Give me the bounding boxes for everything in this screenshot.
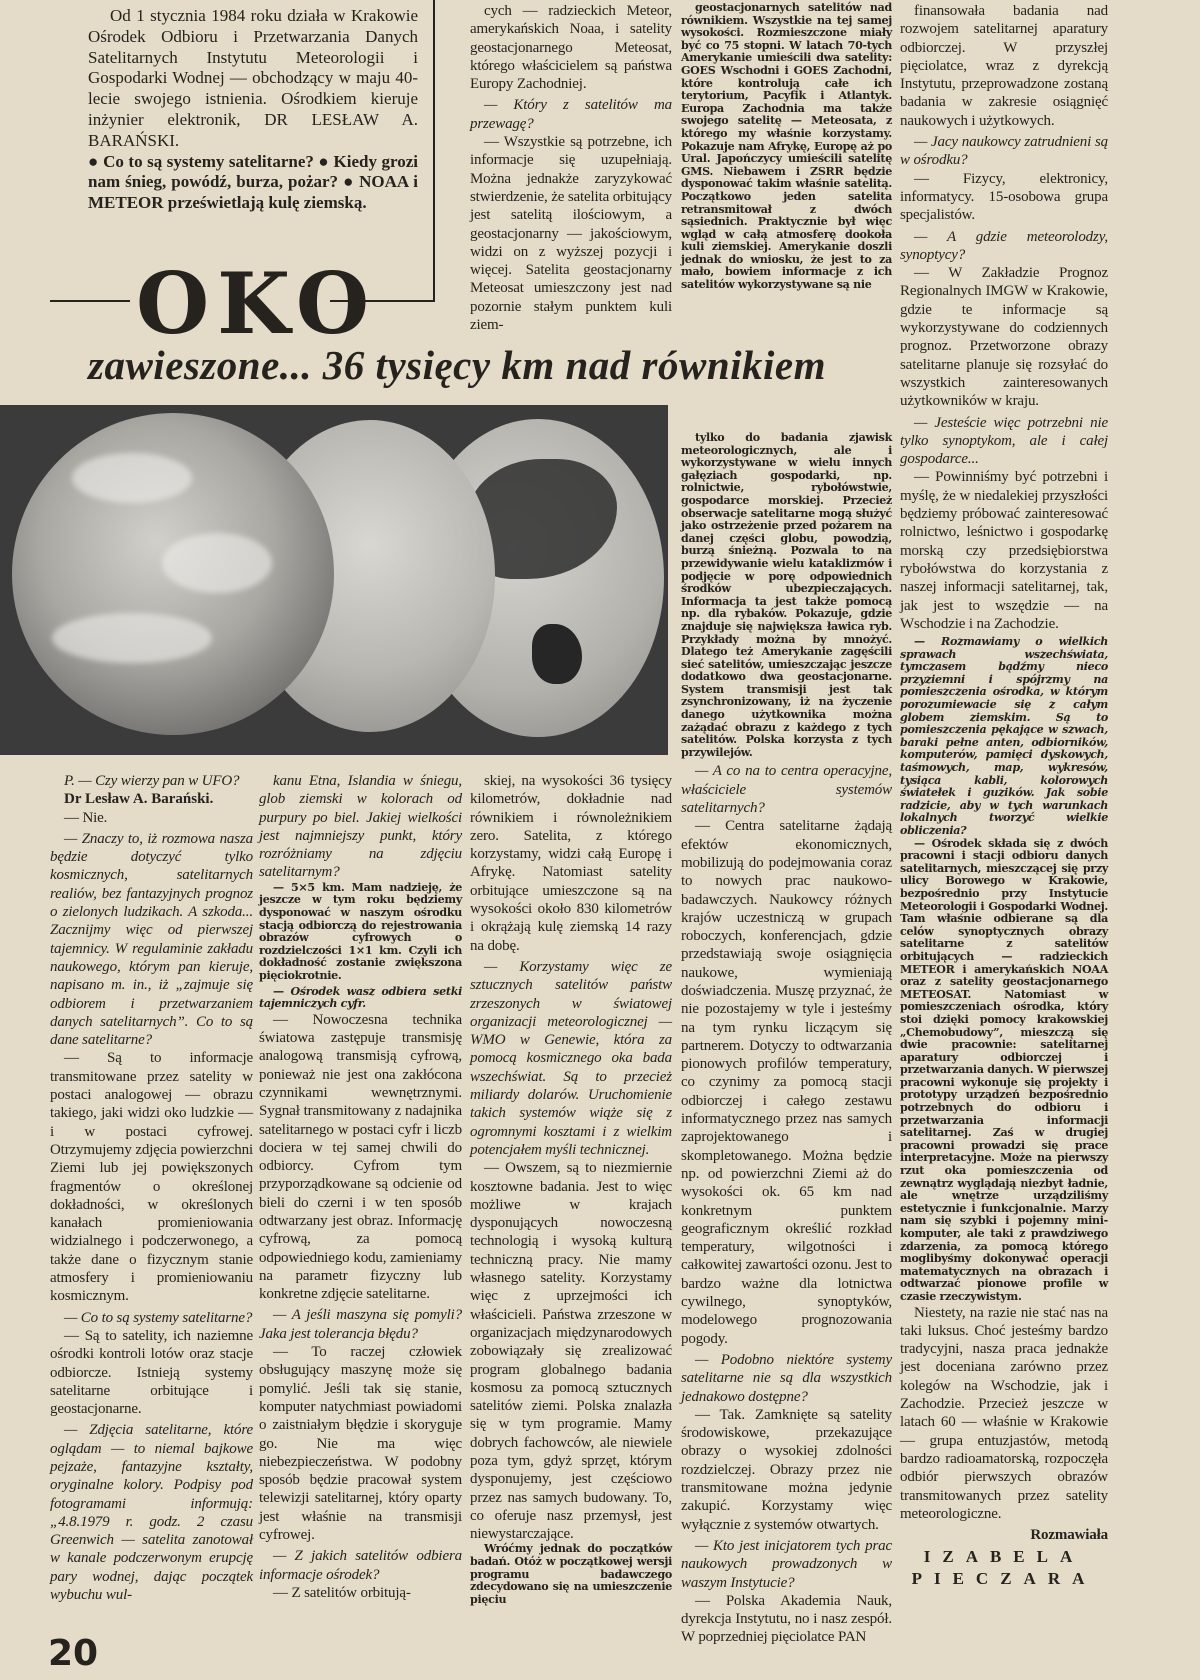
bullet-icon: ● bbox=[343, 172, 360, 192]
headline-subtitle: zawieszone... 36 tysięcy km nad równikiem bbox=[88, 342, 826, 388]
interview-question: — Z jakich satelitów odbiera informacje ośrodek? bbox=[259, 1548, 462, 1583]
paragraph: cych — radzieckich Meteor, amerykańskich Noaa, i satelity geostacjonarnego Meteosat, którego właścicielem są państwa Europy Zachodniej. bbox=[470, 3, 672, 93]
interview-question: — Znaczy to, iż rozmowa nasza będzie dotyczyć tylko kosmicznych, satelitarnych realiów, bez fantazyjnych prognoz o zielonych ludzikach. A szkoda... Zacznijmy więc od pierwszej tajemnicy. W regulaminie zakładu naukowego, którym pan kieruje, napisano m. in., iż „zajmuje się odbiorem i przetwarzaniem danych satelitarnych”. Co to są dane satelitarne? bbox=[50, 830, 253, 1049]
paragraph: — To raczej człowiek obsługujący maszynę może się pomylić. Jeśli tak się stanie, komputer natychmiast powiadomi o zaistniałym błędzie i skoryguje go. Nie ma więc niebezpieczeństwa. W podobny sposób będzie pracował system telewizji satelitarnej, który oparty jest właśnie na transmisji cyfrowej. bbox=[259, 1344, 462, 1544]
byline-author: IZABELA PIECZARA bbox=[911, 1547, 1097, 1589]
paragraph: geostacjonarnych satelitów nad równikiem. Wszystkie na tej samej wysokości. Rozmieszczone miały być co 75 stopni. W latach 70-tych Amerykanie umieścili dwa satelity: GOES Wschodni i GOES Zachodni, które kontrolują całe ich terytorium, Pacyfik i Atlantyk. Europa Zachodnia ma także swojego satelitę — Meteosata, z którego my właśnie korzystamy. Pokazuje nam Afrykę, Europę aż po Ural. Japończycy umieścili satelitę GMS. Niebawem i ZSRR będzie dysponować takim właśnie satelitą. Początkowo jeden satelita retransmitował z dwóch sąsiednich. Praktycznie był więc wgląd w całą atmosferę dookoła kuli ziemskiej. Amerykanie doszli jednak do wniosku, że jest to za mało, bowiem informacje z ich satelitów wykorzystywane są nie bbox=[681, 1, 892, 292]
paragraph: — Centra satelitarne żądają efektów ekonomicznych, mobilizują do podejmowania coraz to nowych prac naukowo-badawczych. Naukowcy różnych krajów uczestniczą w grupach roboczych, konferencjach, gdzie przedstawiają swoje osiągnięcia naukowe, wymieniają doświadczenia. Muszę przyznać, że nie pozostajemy w tyle i jesteśmy na tym rynku liczącym się partnerem. Dotyczy to odtwarzania pionowych profilów temperatury, co czynimy za pomocą stacji odbiorczej i całego zestawu informatycznego przez nas samych zaprojektowanego i skompletowanego. Można będzie np. od powierzchni Ziemi aż do wysokości ok. 65 km nad konkretnym punktem geograficznym określić rozkład temperatury, wilgotności i całkowitej zawartości ozonu. Jest to bardzo ważne dla lotnictwa cywilnego, synoptyków, modelowego prognozowania pogody. bbox=[681, 818, 892, 1347]
column-5 bbox=[900, 2, 1108, 1590]
bullet-1: Co to są systemy satelitarne? bbox=[103, 151, 314, 171]
paragraph: — Nie. bbox=[64, 809, 108, 826]
interview-question: — Który z satelitów ma przewagę? bbox=[470, 97, 672, 132]
paragraph: finansowała badania nad rozwojem satelitarnej aparatury odbiorczej. W przyszłej pięciolatce, wraz z dyrekcją Instytutu, przeprowadzone zostaną badania w zakresie osiągnięć naukowych i użytkowych. bbox=[900, 3, 1108, 129]
paragraph: — Wszystkie są potrzebne, ich informacje się uzupełniają. Można jednakże zaryzykować stwierdzenie, że satelita orbitujący jest satelitą ilościowym, a geostacjonarny — jakościowym, widzi on z wyższej pozycji i więcej. Satelita geostacjonarny Meteosat umieszczony jest nad pozornie stałym punktem kuli ziem- bbox=[470, 134, 673, 334]
paragraph: — Powinniśmy być potrzebni i myślę, że w niedalekiej przyszłości będziemy próbować zainteresować rolnictwo, leśnictwo i gospodarkę morską czy przedsiębiorstwa rybołówstwa do korzystania z naszej informacji satelitarnej, tak, jak jest to wszędzie — na Wschodzie i na Zachodzie. bbox=[900, 469, 1108, 632]
paragraph: skiej, na wysokości 36 tysięcy kilometrów, dokładnie nad równikiem i równoleżnikiem zero. Satelita, z którego korzystamy, widzi całą Europę i Afrykę. Natomiast satelity orbitujące umieszczone są na wysokości około 830 kilometrów i okrążają kulę ziemską 14 razy na dobę. bbox=[470, 773, 672, 954]
column-4-bottom bbox=[681, 432, 892, 1647]
paragraph: — Są to satelity, ich naziemne ośrodki kontroli lotów oraz stacje odbiorcze. Istnieją systemy satelitarne orbitujące i geostacjonarne. bbox=[50, 1327, 253, 1418]
paragraph: tylko do badania zjawisk meteorologicznych, ale i wykorzystywane w wielu innych gałęziach gospodarki, np. rolnictwie, rybołówstwie, gospodarce morskiej. Przecież obserwacje satelitarne mogą służyć jako ostrzeżenie przed pożarem na danej części globu, powodzią, burzą śnieżną. Pozwala to na przewidywanie wielu kataklizmów i podjęcie w porę odpowiednich środków ubezpieczających. Informacja ta jest także pomocą np. dla rybaków. Pokazuje, gdzie znajduje się największa ławica ryb. Przykłady można by mnożyć. Dlatego też Amerykanie zagęścili sieć satelitów, umieszczając jeszcze dodatkowo dwa geostacjonarne. System transmisji jest tak zsynchronizowany, iż na życzenie danego użytkownika można zażądać obrazu z każdego z tych satelitów. Polska korzysta z tych przywilejów. bbox=[681, 431, 892, 759]
lead-text: Od 1 stycznia 1984 roku działa w Krakowie Ośrodek Odbioru i Przetwarzania Danych Satelitarnych Instytutu Meteorologii i Gospodarki Wodnej — obchodzący w maju 40-lecie swojego istnienia. Ośrodkiem kieruje inżynier elektronik, DR LESŁAW A. BARAŃSKI. bbox=[88, 6, 418, 150]
interview-question: — Jesteście więc potrzebni nie tylko synoptykom, ale i całej gospodarce... bbox=[900, 414, 1108, 468]
lead-bullets bbox=[88, 152, 418, 214]
bullet-2: Kiedy grozi nam śnieg, powódź, burza, pożar? bbox=[88, 151, 418, 192]
paragraph: — Z satelitów orbitują- bbox=[273, 1584, 411, 1601]
column-4-top bbox=[681, 2, 892, 292]
column-3-bottom bbox=[470, 772, 672, 1606]
bullet-icon: ● bbox=[318, 151, 334, 171]
paragraph: — Owszem, są to niezmiernie kosztowne badania. Jest to więc możliwe w krajach dysponujących nowoczesną technologią i wysoką kulturą techniczną pracy. Nie mamy własnego satelity. Korzystamy więc z uprzejmości ich właścicieli. Państwa zrzeszone w organizacjach międzynarodowych zobowiązały się zrealizować program globalnego badania kosmosu za pomocą sztucznych satelitów ziemi. Polska znalazła się w tym programie. Mamy dobrych fachowców, ale niewiele poza tym, gdyż sprzęt, którym dysponujemy, jest częściowo przez nas samych budowany. To, co oferuje nasz przemysł, jest niewystarczające. bbox=[470, 1160, 672, 1543]
interview-question: kanu Etna, Islandia w śniegu, glob ziemski w kolorach od purpury po biel. Jakiej wielkości jest najmniejszy punkt, który rozróżniamy na zdjęciu satelitarnym? bbox=[259, 773, 462, 881]
headline-left-rule bbox=[50, 300, 130, 302]
globe-image-1 bbox=[12, 413, 334, 735]
interview-question: — Ośrodek wasz odbiera setki tajemniczych cyfr. bbox=[259, 984, 462, 1011]
paragraph: — Fizycy, elektronicy, informatycy. 15-osobowa grupa specjalistów. bbox=[900, 170, 1108, 224]
article-lead bbox=[88, 6, 418, 214]
interview-question: — Co to są systemy satelitarne? bbox=[64, 1309, 253, 1326]
interview-question: — Zdjęcia satelitarne, które oglądam — to niemal bajkowe pejzaże, fantazyjne kształty, oryginalne kolory. Podpisy pod fotogramami informują: „4.8.1979 r. godz. 2 czasu Greenwich — satelita zanotował w kanale podczerwonym erupcję pary wodnej, dając początek wybuchu wul- bbox=[50, 1422, 253, 1604]
paragraph: — 5×5 km. Mam nadzieję, że jeszcze w tym roku będziemy dysponować w naszym ośrodku stacją odbiorczą do rejestrowania obrazów cyfrowych o rozdzielczości 1×1 km. Czyli ich dokładność zostanie zwiększona pięciokrotnie. bbox=[259, 880, 462, 982]
page-number: 20 bbox=[48, 1633, 99, 1674]
interview-question: — A co na to centra operacyjne, właściciele systemów satelitarnych? bbox=[681, 763, 892, 817]
intro-box-right-border bbox=[433, 0, 435, 302]
paragraph: Dr Lesław A. Barański. bbox=[64, 791, 214, 808]
byline-label: Rozmawiała bbox=[1030, 1527, 1108, 1544]
bullet-3: NOAA i METEOR prześwietlają kulę ziemską. bbox=[88, 172, 419, 213]
column-1 bbox=[50, 772, 253, 1604]
interview-question: P. — Czy wierzy pan w UFO? bbox=[64, 773, 240, 789]
paragraph: — Nowoczesna technika światowa zastępuje transmisję analogową transmisją cyfrową, ponieważ nie jest ona zakłócona czynnikami wewnętrznymi. Sygnał transmitowany z nadajnika satelitarnego w postaci cyfr i liczb dociera w tej samej chwili do odbiorcy. Cyfrom tym przyporządkowane są odcienie od bieli do czerni i w ten sposób odtwarzany jest obraz. Informację cyfrową, za pomocą odpowiedniego kodu, zamieniamy na parametr fizyczny lub konkretne zdjęcie satelitarne. bbox=[259, 1011, 462, 1303]
interview-question: — Kto jest inicjatorem tych prac naukowych prowadzonych w waszym Instytucie? bbox=[681, 1537, 892, 1591]
column-2 bbox=[259, 772, 462, 1602]
paragraph: — Tak. Zamknięte są satelity środowiskowe, przekazujące obrazy o wysokiej zdolności rozdzielczej. Obrazy przez nie transmitowane można jedynie zakupić. Korzystamy więc wyłącznie z systemów otwartych. bbox=[681, 1406, 892, 1533]
interview-question: — Jacy naukowcy zatrudnieni są w ośrodku? bbox=[900, 134, 1108, 169]
bullet-icon: ● bbox=[88, 151, 104, 171]
paragraph: — Polska Akademia Nauk, dyrekcja Instytutu, no i nasz zespół. W poprzedniej pięciolatce PAN bbox=[681, 1592, 892, 1646]
paragraph: Wróćmy jednak do początków badań. Otóż w początkowej wersji programu badawczego zdecydowano się na umieszczenie pięciu bbox=[470, 1542, 672, 1606]
interview-question: — Rozmawiamy o wielkich sprawach wszechświata, tymczasem bądźmy nieco przyziemni i spójrzmy na pomieszczenia ośrodka, w którym porozumiewacie się z całym globem ziemskim. Są to pomieszczenia pękające w szwach, baraki pełne anten, odbiorników, komputerów, pamięci dyskowych, taśmowych, map, wykresów, tysiąca kabli, kolorowych światełek i guzików. Jak sobie radzicie, aby w tych warunkach lokalnych tworzyć wielkie obliczenia? bbox=[900, 635, 1108, 837]
interview-question: — Podobno niektóre systemy satelitarne nie są dla wszystkich jednakowo dostępne? bbox=[681, 1351, 892, 1405]
paragraph: Niestety, na razie nie stać nas na taki luksus. Choć jesteśmy bardzo tradycyjni, nasza praca jednakże jest doceniana zarówno przez kolegów na Wschodzie, jak i Zachodzie. Przecież jeszcze w latach 60 — właśnie w Krakowie — grupa entuzjastów, metodą bardzo radioamatorską, rozpoczęła odbiór pierwszych obrazów transmitowanych przez satelity meteorologiczne. bbox=[900, 1304, 1108, 1522]
interview-question: — A gdzie meteorolodzy, synoptycy? bbox=[900, 228, 1108, 263]
satellite-earth-photo bbox=[0, 405, 668, 755]
interview-question: — Korzystamy więc ze sztucznych satelitów państw zrzeszonych w światowej organizacji meteorologicznej — WMO w Genewie, która za pomocą kosmicznego oka bada wszechświat. Są to przecież miliardy dolarów. Uruchomienie takich systemów wiąże się z ogromnymi kosztami i z wielkim potencjałem myśli technicznej. bbox=[470, 958, 672, 1158]
column-3-top bbox=[470, 2, 672, 334]
headline-title: OKO bbox=[136, 254, 378, 353]
paragraph: — Są to informacje transmitowane przez satelity w postaci analogowej — obrazu takiego, jaki widzi oko ludzkie — i w postaci cyfrowej. Otrzymujemy zdjęcia powierzchni Ziemi lub jej powiększonych fragmentów o określonej dokładności, w określonych kanałach promieniowania widzialnego i podczerwonego, a także dane o fizycznym stanie atmosfery i promieniowaniu kosmicznym. bbox=[50, 1050, 253, 1305]
paragraph: — W Zakładzie Prognoz Regionalnych IMGW w Krakowie, gdzie te informacje są wykorzystywane do codziennych prognoz. Przetworzone obrazy satelitarne planuje się rozsyłać do wszystkich zainteresowanych użytkowników w kraju. bbox=[900, 265, 1108, 410]
interview-question: — A jeśli maszyna się pomyli? Jaka jest tolerancja błędu? bbox=[259, 1307, 462, 1342]
paragraph: — Ośrodek składa się z dwóch pracowni i stacji odbioru danych satelitarnych, mieszczącej się przy ulicy Borowego w Krakowie, bezpośrednio przy Instytucie Meteorologii i Gospodarki Wodnej. Tam właśnie odbierane są dla celów synoptycznych obrazy satelitarne z satelitów orbitujących — radzieckich METEOR i amerykańskich NOAA oraz z satelity geostacjonarnego METEOSAT. Natomiast w pomieszczeniach ośrodka, który stoi dzięki pomocy krakowskiej „Chemobudowy”, mieszczą się dwie pracownie: satelitarnej aparatury odbiorczej i przetwarzania danych. W pierwszej pracowni wykonuje się projekty i prototypy urządzeń bezpośrednio potrzebnych do odbioru i przetwarzania informacji satelitarnej. Zaś w drugiej pracowni prowadzi się prace interpretacyjne. Może na pierwszy rzut oka pomieszczenia od zewnątrz wyglądają niezbyt ładnie, ale wnętrze urządziliśmy estetycznie i funkcjonalnie. Marzy nam się szybki i pojemny mini-komputer, ale taki z prawdziwego zdarzenia, za pomocą którego moglibyśmy dokonywać operacji matematycznych na obrazach i odtwarzać pionowe profile w czasie rzeczywistym. bbox=[900, 836, 1108, 1303]
